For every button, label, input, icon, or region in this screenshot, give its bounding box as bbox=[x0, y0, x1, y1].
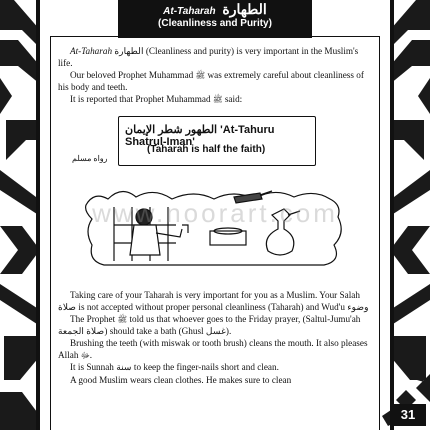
hadith-box bbox=[118, 116, 316, 166]
intro-paragraph-3 bbox=[58, 94, 372, 106]
salutation-icon: ﷺ bbox=[195, 71, 206, 80]
watermark: www.noorart.com bbox=[92, 198, 338, 228]
title-arabic: الطهارة bbox=[222, 1, 267, 17]
allah-glyph-icon: ﷻ bbox=[80, 350, 90, 360]
body-arabic-wudu: وضوء bbox=[347, 301, 369, 312]
body-text-2d: ). bbox=[225, 325, 232, 336]
hadith-transliteration: 'At-Tahuru Shatrul-Iman' bbox=[125, 124, 275, 148]
body-arabic-ghusl: غسل bbox=[205, 325, 226, 336]
salutation-icon: ﷺ bbox=[117, 315, 128, 324]
intro-text-3b: said: bbox=[224, 94, 243, 104]
intro-paragraph-2 bbox=[58, 70, 372, 93]
body-text bbox=[58, 290, 372, 387]
title-english: At-Taharah bbox=[163, 6, 216, 17]
hadith-arabic: الطهور شطر الإيمان bbox=[125, 124, 218, 136]
intro-text-3a: It is reported that Prophet Muhammad bbox=[70, 94, 211, 104]
body-text-4b: to keep the finger-nails short and clean. bbox=[133, 362, 279, 372]
body-paragraph-1 bbox=[58, 290, 372, 313]
body-text-4a: It is Sunnah bbox=[70, 362, 114, 372]
body-arabic-salah: صلاة bbox=[58, 301, 77, 312]
page-number: 31 bbox=[390, 404, 426, 426]
title-banner bbox=[118, 0, 312, 38]
body-text-5: A good Muslim wears clean clothes. He makes sure to clean bbox=[70, 374, 292, 385]
body-text-2b: told us that whoever goes to the Friday prayer, (Saltul-Jumu'ah bbox=[129, 314, 361, 324]
salutation-icon: ﷺ bbox=[212, 95, 223, 104]
intro-text-1: (Cleanliness and purity) is very important in the Muslim's life. bbox=[58, 46, 359, 68]
body-paragraph-3: Brushing the teeth (with miswak or tooth brush) cleans the mouth. It also pleases Allah ﷻ. bbox=[58, 338, 368, 360]
body-paragraph-5 bbox=[58, 375, 372, 387]
body-paragraph-4 bbox=[58, 362, 372, 374]
body-arabic-sunnah: سنة bbox=[116, 362, 132, 372]
hadith-translation: (Taharah is half the faith) bbox=[147, 144, 266, 155]
body-arabic-jumuah: صلاة الجمعة bbox=[58, 325, 105, 336]
body-paragraph-2 bbox=[58, 314, 372, 337]
body-text-2a: The Prophet bbox=[70, 314, 116, 324]
title-subtitle: (Cleanliness and Purity) bbox=[158, 18, 272, 29]
body-text-3: Brushing the teeth (with miswak or tooth brush) cleans the mouth. It also pleases Allah bbox=[58, 338, 368, 360]
body-text-1b: is not accepted without proper personal cleanliness (Taharah) and Wud'u bbox=[78, 301, 345, 312]
hadith-reference: رواه مسلم bbox=[72, 154, 108, 163]
title-line bbox=[118, 0, 312, 18]
body-text-1a: Taking care of your Taharah is very important for you as a Muslim. Your Salah bbox=[70, 290, 360, 300]
intro-text bbox=[58, 46, 372, 107]
intro-text-2a: Our beloved Prophet Muhammad bbox=[70, 70, 194, 80]
body-text-2c: ) should take a bath (Ghusl bbox=[104, 325, 204, 336]
intro-text-2b: was extremely careful about cleanliness of his body and teeth. bbox=[58, 70, 364, 92]
intro-term: At-Taharah bbox=[70, 46, 113, 56]
intro-paragraph-1 bbox=[58, 46, 372, 69]
intro-term-arabic: الطهارة bbox=[114, 46, 144, 56]
